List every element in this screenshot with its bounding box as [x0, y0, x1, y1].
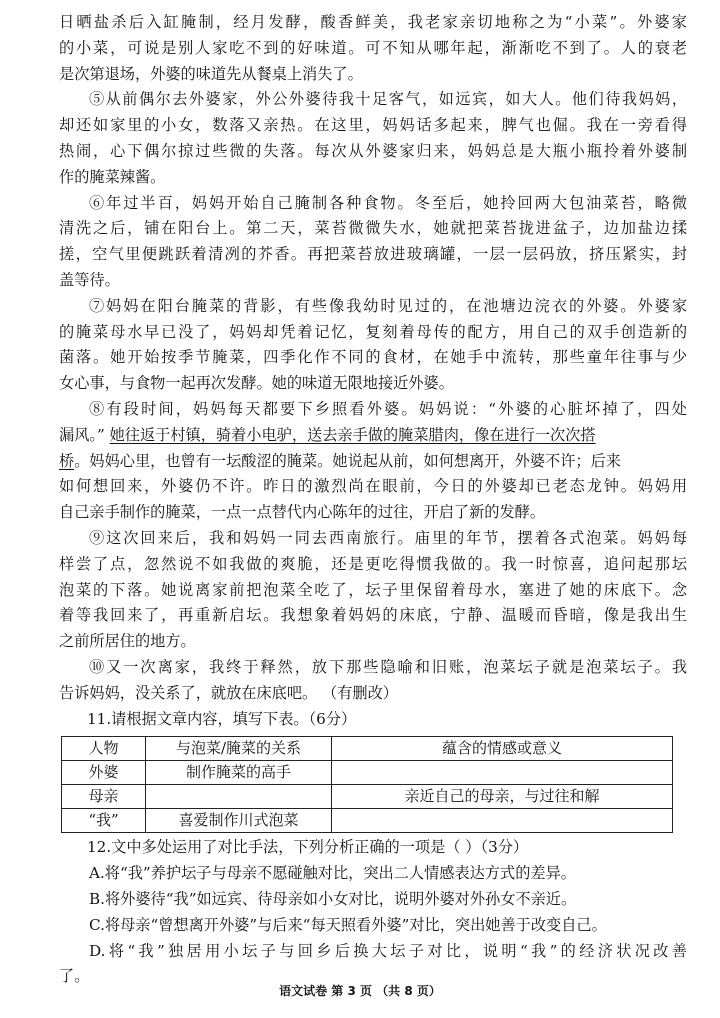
underlined-sentence: 她往返于村镇，骑着小电驴，送去亲手做的腌菜腊肉，像在进行一次次搭	[109, 425, 596, 444]
paragraph-6-line: 搓，空气里便跳跃着清冽的芥香。再把菜苔放进玻璃罐，一层一层码放，挤压紧实，封	[59, 245, 687, 264]
column-header: 人物	[62, 737, 146, 761]
paragraph-9-line: 泡菜的下落。她说离家前把泡菜全吃了，坛子里保留着母水，塞进了她的床底下。念	[59, 580, 687, 599]
table-cell: 制作腌菜的高手	[146, 761, 332, 785]
option-d-continued: 了。	[59, 967, 90, 986]
option-c: C.将母亲“曾想离开外婆”与后来“每天照看外婆”对比，突出她善于改变自己。	[89, 915, 607, 934]
paragraph-6-line: 清洗之后，铺在阳台上。第二天，菜苔微微失水，她就把菜苔拢进盆子，边加盐边揉	[59, 219, 687, 238]
paragraph-5-line: 热闹，心下偶尔掠过些微的失落。每次从外婆家归来，妈妈总是大瓶小瓶拎着外婆制	[59, 141, 687, 160]
paragraph-5-line: 却还如家里的小女，数落又亲热。在这里，妈妈话多起来，脾气也倔。我在一旁看得	[59, 116, 687, 135]
table-cell: 亲近自己的母亲，与过往和解	[332, 785, 673, 809]
paragraph-8-line: 自己亲手制作的腌菜，一点一点替代内心陈年的过往，开启了新的发酵。	[59, 503, 545, 522]
paragraph-9-line: 着等我回来了，再重新启坛。我想象着妈妈的床底，宁静、温暖而昏暗，像是我出生	[59, 606, 687, 625]
paragraph-9-line: 之前所居住的地方。	[59, 632, 196, 651]
question-11-title: 11.请根据文章内容，填写下表。（6分）	[87, 709, 357, 728]
table-row	[62, 785, 673, 809]
table-row	[62, 809, 673, 833]
text-line: 日晒盐杀后入缸腌制，经月发酵，酸香鲜美，我老家亲切地称之为“小菜”。外婆家	[59, 13, 687, 31]
paragraph-7-line: 女心事，与食物一起再次发酵。她的味道无限地接近外婆。	[59, 374, 454, 393]
paragraph-8-line: 如何想回来，外婆仍不许。昨日的激烈尚在眼前，今日的外婆却已老态龙钟。妈妈用	[59, 477, 687, 496]
question-12-stem: 12.文中多处运用了对比手法，下列分析正确的一项是（ ）（3分）	[87, 838, 529, 857]
option-a: A.将“我”养护坛子与母亲不愿碰触对比，突出二人情感表达方式的差异。	[89, 864, 576, 883]
paragraph-10-line: 告诉妈妈，没关系了，就放在床底吧。 （有删改）	[59, 683, 398, 702]
answer-blank-cell[interactable]	[332, 761, 673, 785]
paragraph-6-line: ⑥年过半百，妈妈开始自己腌制各种食物。冬至后，她拎回两大包油菜苔，略微	[89, 193, 687, 212]
answer-blank-cell[interactable]	[146, 785, 332, 809]
paragraph-8-line	[59, 423, 687, 449]
paragraph-5-line: 作的腌菜辣酱。	[59, 167, 166, 186]
paragraph-8-line: ⑧有段时间，妈妈每天都要下乡照看外婆。妈妈说：“外婆的心脏坏掉了，四处	[89, 399, 687, 418]
table-cell: 母亲	[62, 785, 146, 809]
table-header-row	[62, 737, 673, 761]
table-cell: 喜爱制作川式泡菜	[146, 809, 332, 833]
text-line: 是次第退场，外婆的味道先从餐桌上消失了。	[59, 64, 363, 83]
plain-text: 漏风。”	[59, 425, 110, 444]
text-line: 的小菜，可说是别人家吃不到的好味道。可不知从哪年起，渐渐吃不到了。人的衰老	[59, 38, 687, 57]
underlined-sentence: 桥	[59, 451, 75, 470]
paragraph-10-line: ⑩又一次离家，我终于释然，放下那些隐喻和旧账，泡菜坛子就是泡菜坛子。我	[89, 657, 687, 676]
paragraph-9-line: ⑨这次回来后，我和妈妈一同去西南旅行。庙里的年节，摆着各式泡菜。妈妈每	[89, 528, 687, 547]
paragraph-5-line: ⑤从前偶尔去外婆家，外公外婆待我十足客气，如远宾，如大人。他们待我妈妈，	[89, 90, 687, 109]
answer-blank-cell[interactable]	[332, 809, 673, 833]
page-footer: 语文试卷 第 3 页 （共 8 页）	[279, 984, 441, 998]
paragraph-7-line: 的腌菜母水早已没了，妈妈却凭着记忆，复刻着母传的配方，用自己的双手创造新的	[59, 322, 687, 341]
option-b: B.将外婆待“我”如远宾、待母亲如小女对比，说明外婆对外孙女不亲近。	[89, 889, 577, 908]
paragraph-6-line: 盖等待。	[59, 270, 120, 289]
column-header: 蕴含的情感或意义	[332, 737, 673, 761]
table-cell: 外婆	[62, 761, 146, 785]
column-header: 与泡菜/腌菜的关系	[146, 737, 332, 761]
paragraph-9-line: 样尝了点，忽然说不如我做的爽脆，还是更吃得惯我做的。我一时惊喜，追问起那坛	[59, 554, 687, 573]
option-d: D.将“我”独居用小坛子与回乡后换大坛子对比，说明“我”的经济状况改善	[89, 941, 687, 960]
exam-page	[59, 10, 687, 990]
table-cell: “我”	[62, 809, 146, 833]
paragraph-7-line: ⑦妈妈在阳台腌菜的背影，有些像我幼时见过的，在池塘边浣衣的外婆。外婆家	[89, 296, 687, 315]
table-row	[62, 761, 673, 785]
plain-text: 。妈妈心里，也曾有一坛酸涩的腌菜。她说起从前，如何想离开，外婆不许；后来	[74, 451, 621, 470]
answer-table	[61, 736, 673, 833]
paragraph-8-line	[59, 449, 687, 475]
paragraph-7-line: 菌落。她开始按季节腌菜，四季化作不同的食材，在她手中流转，那些童年往事与少	[59, 348, 687, 367]
